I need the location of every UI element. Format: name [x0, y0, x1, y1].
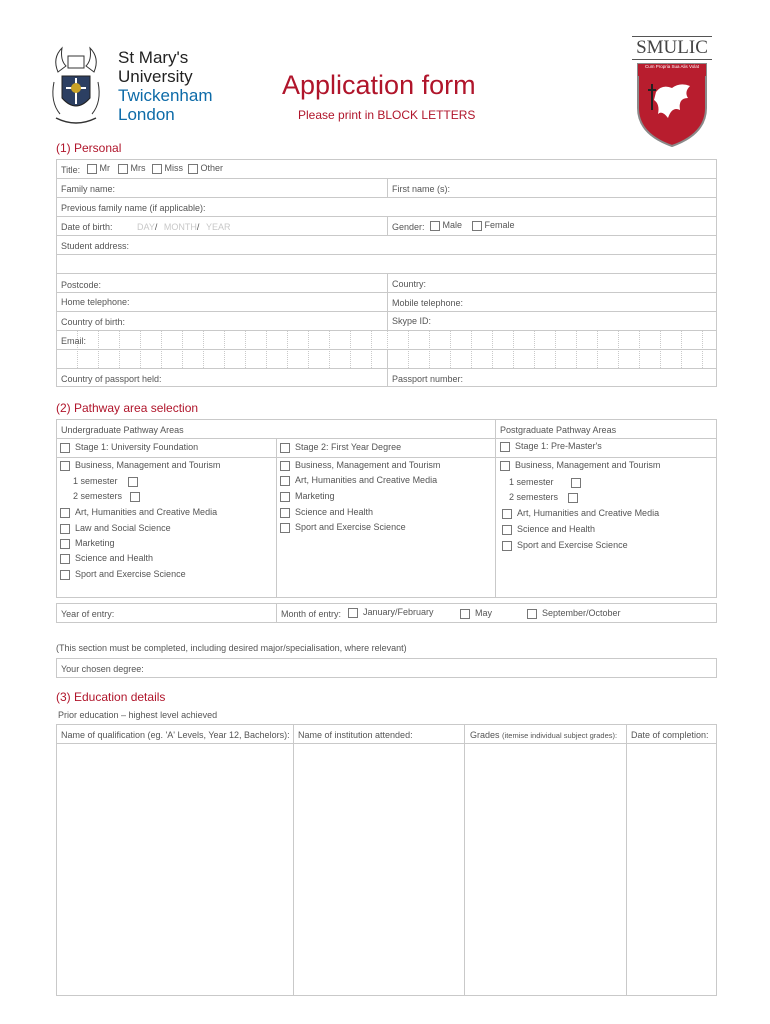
checkbox[interactable]: [527, 609, 537, 619]
stage1-label: Stage 1: University Foundation: [75, 442, 199, 452]
completion-date-input[interactable]: [627, 744, 716, 995]
checkbox[interactable]: [460, 609, 470, 619]
checkbox[interactable]: [128, 477, 138, 487]
option-label: 2 semesters: [509, 492, 559, 502]
option-label: September/October: [542, 608, 621, 618]
premasters-checkbox[interactable]: [500, 442, 510, 452]
section-pathway-heading: (2) Pathway area selection: [56, 401, 199, 415]
ug1-marketing-option[interactable]: [60, 538, 115, 549]
ug1-law-option[interactable]: [60, 523, 171, 534]
option-label: January/February: [363, 607, 434, 617]
checkbox[interactable]: [571, 478, 581, 488]
section-education-heading: (3) Education details: [56, 690, 166, 704]
option-label: 2 semesters: [73, 491, 123, 501]
option-label: Business, Management and Tourism: [515, 460, 661, 470]
passport-country-field[interactable]: Country of passport held:: [61, 374, 162, 384]
mr-checkbox[interactable]: [87, 164, 97, 174]
option-label: Sport and Exercise Science: [75, 569, 186, 579]
pg-science-option[interactable]: [502, 524, 595, 535]
mrs-checkbox[interactable]: [118, 164, 128, 174]
chosen-degree-field[interactable]: Your chosen degree:: [61, 664, 144, 674]
option-label: Marketing: [295, 491, 335, 501]
checkbox[interactable]: [60, 461, 70, 471]
female-label: Female: [484, 220, 515, 230]
checkbox[interactable]: [568, 493, 578, 503]
grades-input[interactable]: [465, 744, 626, 995]
gender-female-option[interactable]: [472, 220, 515, 231]
checkbox[interactable]: [60, 508, 70, 518]
pg-header: Postgraduate Pathway Areas: [500, 425, 617, 435]
smulic-wordmark: SMULIC: [632, 36, 712, 60]
grades-label: Grades: [470, 730, 500, 740]
other-checkbox[interactable]: [188, 164, 198, 174]
title-label: Title:: [61, 165, 81, 175]
pg-business-option[interactable]: [500, 460, 660, 471]
ug2-science-option[interactable]: [280, 507, 373, 518]
checkbox[interactable]: [502, 541, 512, 551]
smulic-motto: Cum Propria Sua Alis Volat: [644, 64, 700, 69]
country-field[interactable]: Country:: [392, 279, 427, 289]
grades-note: (itemise individual subject grades):: [502, 731, 618, 740]
checkbox[interactable]: [280, 523, 290, 533]
month-sepoct-option[interactable]: [527, 608, 621, 619]
mrs-label: Mrs: [130, 163, 146, 173]
other-label: Other: [200, 163, 224, 173]
dob-month: MONTH: [163, 222, 197, 232]
premasters-option[interactable]: [500, 441, 602, 452]
male-checkbox[interactable]: [430, 221, 440, 231]
pathway-note: (This section must be completed, including desired major/specialisation, where relevant): [56, 643, 407, 653]
checkbox[interactable]: [500, 461, 510, 471]
option-label: Art, Humanities and Creative Media: [517, 508, 660, 518]
pg-art-option[interactable]: [502, 508, 659, 519]
option-label: Science and Health: [517, 524, 596, 534]
st-marys-crest-logo: [48, 42, 104, 132]
miss-label: Miss: [164, 163, 184, 173]
month-of-entry-label: Month of entry:: [281, 609, 342, 619]
ug1-business-option[interactable]: [60, 460, 220, 471]
dob-year: YEAR: [205, 222, 231, 232]
stage2-label: Stage 2: First Year Degree: [295, 442, 402, 452]
col-date-header: Date of completion:: [631, 730, 709, 740]
premasters-label: Stage 1: Pre-Master's: [515, 441, 602, 451]
option-label: May: [475, 608, 493, 618]
ug2-business-option[interactable]: [280, 460, 440, 471]
option-label: 1 semester: [509, 477, 554, 487]
uni-line-3: Twickenham: [118, 86, 213, 105]
ug1-sport-option[interactable]: [60, 569, 186, 580]
education-subheading: Prior education – highest level achieved: [58, 710, 218, 720]
col-institution-header: Name of institution attended:: [298, 730, 413, 740]
year-of-entry-field[interactable]: Year of entry:: [61, 609, 115, 619]
institution-input[interactable]: [294, 744, 464, 995]
option-label: Marketing: [75, 538, 115, 548]
chosen-degree-row: [56, 658, 717, 678]
home-telephone-field[interactable]: Home telephone:: [61, 297, 130, 307]
shield-icon: [632, 62, 712, 148]
uni-line-1: St Mary's: [118, 48, 189, 67]
previous-family-name-field[interactable]: Previous family name (if applicable):: [61, 203, 206, 213]
option-label: Sport and Exercise Science: [517, 540, 628, 550]
university-name: [118, 48, 212, 124]
checkbox[interactable]: [60, 554, 70, 564]
mr-label: Mr: [99, 163, 111, 173]
option-label: Science and Health: [295, 507, 374, 517]
ug1-2semesters-option[interactable]: [73, 491, 140, 502]
postcode-field[interactable]: Postcode:: [61, 280, 102, 290]
skype-id-field[interactable]: Skype ID:: [392, 316, 432, 326]
ug2-art-option[interactable]: [280, 475, 437, 486]
female-checkbox[interactable]: [472, 221, 482, 231]
option-label: Art, Humanities and Creative Media: [295, 475, 438, 485]
country-of-birth-field[interactable]: Country of birth:: [61, 317, 126, 327]
male-label: Male: [442, 220, 463, 230]
title-miss-option[interactable]: [152, 163, 183, 174]
checkbox[interactable]: [502, 525, 512, 535]
checkbox[interactable]: [60, 524, 70, 534]
option-label: Sport and Exercise Science: [295, 522, 406, 532]
checkbox[interactable]: [60, 539, 70, 549]
col-grades-header: [470, 730, 617, 740]
checkbox[interactable]: [280, 508, 290, 518]
ug1-art-option[interactable]: [60, 507, 217, 518]
ug-header: Undergraduate Pathway Areas: [61, 425, 184, 435]
passport-number-field[interactable]: Passport number:: [392, 374, 464, 384]
checkbox[interactable]: [130, 492, 140, 502]
stage2-option[interactable]: [280, 442, 401, 453]
stage2-checkbox[interactable]: [280, 443, 290, 453]
family-name-field[interactable]: Family name:: [61, 184, 116, 194]
ug1-1semester-option[interactable]: [73, 476, 138, 487]
option-label: Business, Management and Tourism: [295, 460, 441, 470]
uni-line-4: London: [118, 105, 175, 124]
pg-2semesters-option[interactable]: [509, 492, 578, 503]
option-label: Science and Health: [75, 553, 154, 563]
page-subtitle: Please print in BLOCK LETTERS: [298, 108, 476, 122]
checkbox[interactable]: [280, 476, 290, 486]
date-of-birth-field[interactable]: Date of birth: DAY/ MONTH/ YEAR: [61, 222, 231, 232]
month-may-option[interactable]: [460, 608, 492, 619]
smulic-logo: [632, 36, 712, 148]
pg-sport-option[interactable]: [502, 540, 628, 551]
pg-1semester-option[interactable]: [509, 477, 581, 488]
option-label: Law and Social Science: [75, 523, 171, 533]
stage1-option[interactable]: [60, 442, 198, 453]
col-qualification-header: Name of qualification (eg. 'A' Levels, Year 12, Bachelors):: [61, 730, 290, 740]
checkbox[interactable]: [280, 461, 290, 471]
checkbox[interactable]: [280, 492, 290, 502]
gender-label: Gender:: [392, 222, 425, 232]
title-other-option[interactable]: [188, 163, 223, 174]
option-label: 1 semester: [73, 476, 118, 486]
title-mr-option[interactable]: [87, 163, 110, 174]
dob-label: Date of birth:: [61, 222, 113, 232]
gender-male-option[interactable]: [430, 220, 462, 231]
checkbox[interactable]: [348, 608, 358, 618]
title-mrs-option[interactable]: [118, 163, 146, 174]
mobile-telephone-field[interactable]: Mobile telephone:: [392, 298, 464, 308]
ug1-science-option[interactable]: [60, 553, 153, 564]
uni-line-2: University: [118, 67, 193, 86]
miss-checkbox[interactable]: [152, 164, 162, 174]
checkbox[interactable]: [502, 509, 512, 519]
month-janfeb-option[interactable]: [348, 607, 434, 618]
option-label: Business, Management and Tourism: [75, 460, 221, 470]
first-name-field[interactable]: First name (s):: [392, 184, 451, 194]
qualification-input[interactable]: [57, 744, 293, 995]
dob-day: DAY: [137, 222, 155, 232]
ug2-marketing-option[interactable]: [280, 491, 335, 502]
student-address-field[interactable]: Student address:: [61, 241, 130, 251]
option-label: Art, Humanities and Creative Media: [75, 507, 218, 517]
page-title: Application form: [282, 70, 476, 100]
checkbox[interactable]: [60, 570, 70, 580]
section-personal-heading: (1) Personal: [56, 141, 122, 155]
stage1-checkbox[interactable]: [60, 443, 70, 453]
ug2-sport-option[interactable]: [280, 522, 406, 533]
email-field[interactable]: Email:: [61, 336, 87, 346]
